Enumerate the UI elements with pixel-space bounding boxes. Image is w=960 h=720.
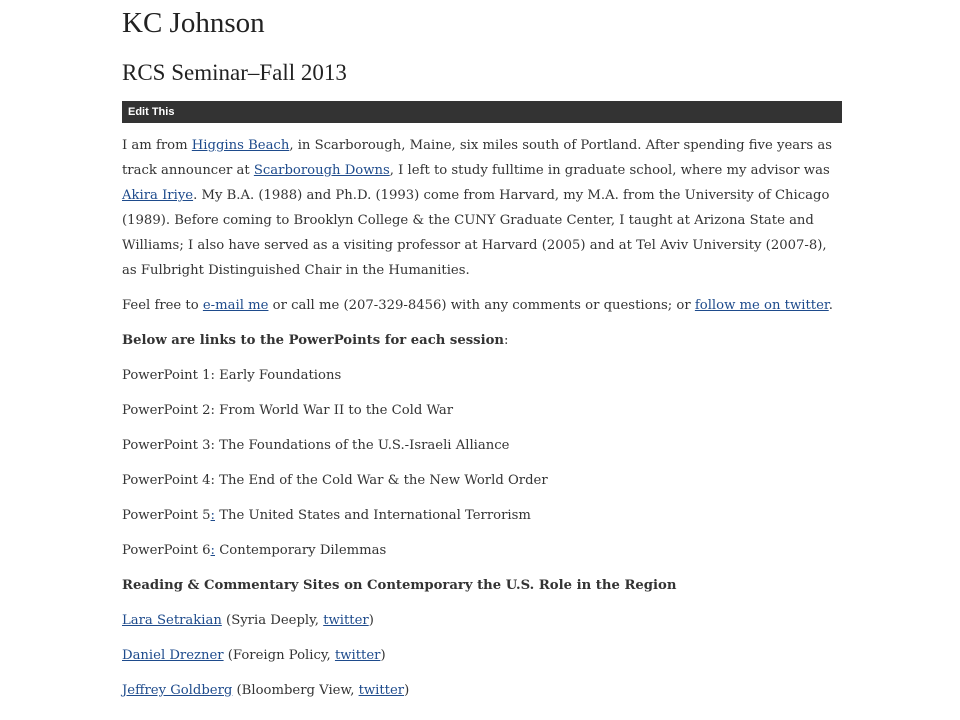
page-content <box>122 133 842 713</box>
bio-text: I am from <box>122 138 192 153</box>
reader-name-link[interactable]: Lara Setrakian <box>122 613 222 628</box>
akira-iriye-link[interactable]: Akira Iriye <box>122 188 194 203</box>
reader-outlet: (Bloomberg View, <box>232 683 359 698</box>
powerpoints-heading <box>122 328 842 353</box>
reading-heading: Reading & Commentary Sites on Contemporary the U.S. Role in the Region <box>122 578 677 593</box>
bio-text: , I left to study fulltime in graduate school, where my advisor was <box>389 163 830 178</box>
reader-outlet: (Syria Deeply, <box>221 613 324 628</box>
contact-text: . <box>828 298 833 313</box>
contact-text: or call me (207-329-8456) with any comments or questions; or <box>268 298 695 313</box>
contact-paragraph <box>122 293 842 318</box>
bio-paragraph <box>122 133 842 283</box>
reader-name-link[interactable]: Daniel Drezner <box>122 648 224 663</box>
reader-twitter-link[interactable]: twitter <box>334 648 381 663</box>
higgins-beach-link[interactable]: Higgins Beach <box>191 138 290 153</box>
reader-close: ) <box>380 648 386 663</box>
reader-name-link[interactable]: Jeffrey Goldberg <box>122 683 233 698</box>
bio-text: . My B.A. (1988) and Ph.D. (1993) come from Harvard, my M.A. from the University of Chicago (1989). Before coming to Brooklyn College & the CUNY Graduate Center, I taught at Arizona State and Williams; I also have served as a visiting professor at Harvard (2005) and at Tel Aviv University (2007-8), as Fulbright Distinguished Chair in the Humanities. <box>122 188 830 278</box>
reader-outlet: (Foreign Policy, <box>223 648 335 663</box>
contact-text: Feel free to <box>122 298 203 313</box>
edit-this-link[interactable]: Edit This <box>128 106 175 118</box>
scarborough-downs-link[interactable]: Scarborough Downs <box>253 163 390 178</box>
powerpoint-item-2: PowerPoint 2: From World War II to the Cold War <box>122 403 454 418</box>
powerpoints-heading-text: Below are links to the PowerPoints for each session <box>122 333 504 348</box>
powerpoint-5-title: The United States and International Terrorism <box>215 508 531 523</box>
powerpoints-heading-colon: : <box>503 333 509 348</box>
reader-item <box>122 643 842 668</box>
twitter-follow-link[interactable]: follow me on twitter <box>694 298 829 313</box>
powerpoint-item-5 <box>122 503 842 528</box>
site-title: KC Johnson <box>122 7 265 39</box>
powerpoint-6-title: Contemporary Dilemmas <box>215 543 387 558</box>
powerpoint-item-6 <box>122 538 842 563</box>
reader-twitter-link[interactable]: twitter <box>323 613 369 628</box>
powerpoint-item-4: PowerPoint 4: The End of the Cold War & the New World Order <box>122 473 548 488</box>
reader-item <box>122 678 842 703</box>
reader-twitter-link[interactable]: twitter <box>358 683 405 698</box>
page-title: RCS Seminar–Fall 2013 <box>122 60 347 85</box>
bio-text: , in Scarborough, Maine, six miles south of Portland. After spending five years as track announcer at <box>122 138 833 178</box>
powerpoint-item-3: PowerPoint 3: The Foundations of the U.S.-Israeli Alliance <box>122 438 510 453</box>
powerpoint-5-label: PowerPoint 5 <box>122 508 211 523</box>
reader-close: ) <box>368 613 374 628</box>
powerpoint-6-link[interactable]: : <box>210 543 215 558</box>
email-link[interactable]: e-mail me <box>202 298 269 313</box>
edit-bar <box>122 101 842 123</box>
powerpoint-item-1: PowerPoint 1: Early Foundations <box>122 368 342 383</box>
reader-close: ) <box>404 683 410 698</box>
powerpoint-6-label: PowerPoint 6 <box>122 543 211 558</box>
reader-item <box>122 608 842 633</box>
powerpoint-5-link[interactable]: : <box>210 508 215 523</box>
